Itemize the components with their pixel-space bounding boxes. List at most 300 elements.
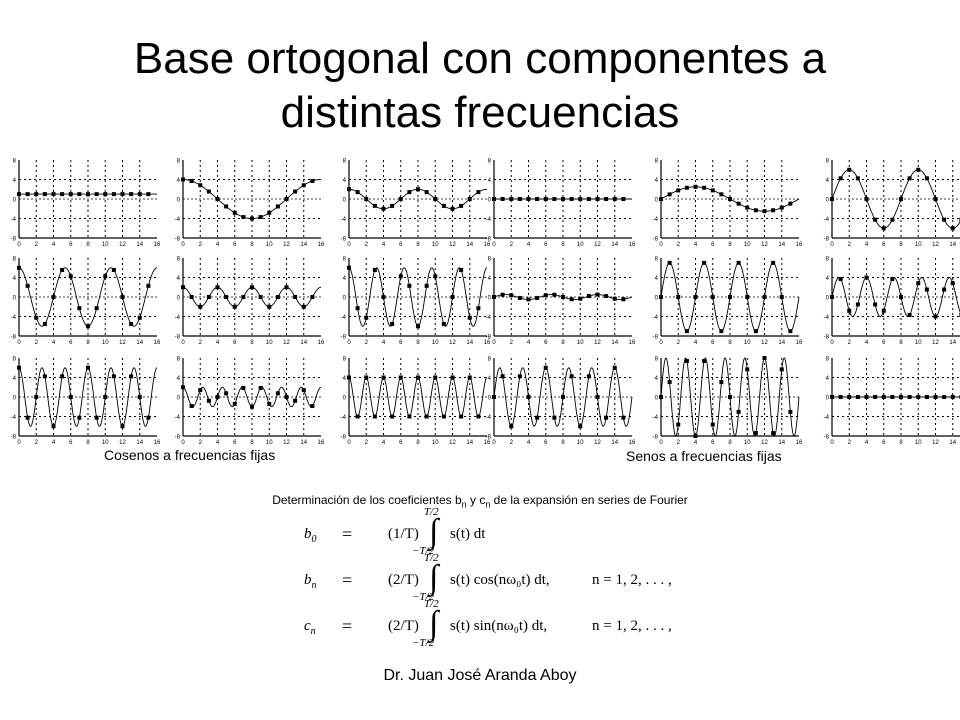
sample-point — [86, 366, 90, 370]
sample-point — [60, 192, 64, 196]
x-tick-label: 12 — [594, 340, 601, 346]
sample-point — [207, 399, 211, 403]
x-tick-label: 10 — [431, 340, 439, 346]
sample-point — [43, 192, 47, 196]
x-tick-label: 0 — [659, 440, 663, 446]
sin-plot — [653, 257, 803, 347]
sample-point — [146, 192, 150, 196]
sample-point — [754, 329, 758, 333]
fourier-formulas — [302, 508, 702, 650]
sample-point — [17, 192, 21, 196]
sample-point — [737, 410, 741, 414]
x-tick-label: 0 — [830, 242, 834, 248]
x-tick-label: 10 — [914, 242, 922, 248]
sample-point — [763, 295, 767, 299]
sample-point — [596, 197, 600, 201]
sample-point — [60, 268, 64, 272]
sample-point — [694, 185, 698, 189]
x-tick-label: 12 — [594, 440, 601, 446]
y-tick-label: -8 — [340, 334, 346, 341]
coef-sub-1: n — [461, 499, 467, 510]
sample-point — [216, 197, 220, 201]
sin-plot — [483, 256, 636, 347]
x-tick-label: 8 — [561, 340, 565, 346]
sample-point — [865, 197, 869, 201]
sample-point — [103, 274, 107, 278]
sample-point — [578, 297, 582, 301]
sample-point — [373, 415, 377, 419]
sample-point — [259, 386, 263, 390]
sample-point — [890, 395, 894, 399]
x-tick-label: 16 — [628, 440, 636, 446]
sample-point — [754, 431, 758, 435]
sample-point — [17, 366, 21, 370]
x-tick-label: 4 — [526, 440, 531, 446]
sample-point — [501, 197, 505, 201]
x-tick-label: 0 — [17, 440, 21, 446]
sample-point — [873, 218, 877, 222]
y-tick-label: -8 — [652, 434, 658, 441]
sample-point — [694, 295, 698, 299]
x-tick-label: 4 — [381, 340, 386, 346]
integral-lower-limit: −T/2 — [412, 637, 435, 649]
sample-point — [847, 309, 851, 313]
sample-point — [890, 277, 894, 281]
y-tick-label: 4 — [654, 376, 658, 382]
x-tick-label: 2 — [198, 440, 202, 446]
y-tick-label: -8 — [174, 434, 180, 441]
sample-point — [882, 226, 886, 230]
x-tick-label: 16 — [317, 440, 325, 446]
sample-point — [390, 415, 394, 419]
x-tick-label: 12 — [119, 340, 126, 346]
x-tick-label: 4 — [526, 340, 531, 346]
sample-point — [518, 296, 522, 300]
y-tick-label: -8 — [340, 434, 346, 441]
x-tick-label: 12 — [119, 440, 126, 446]
y-tick-label: 0 — [654, 197, 658, 204]
sample-point — [69, 395, 73, 399]
sample-point — [719, 192, 723, 196]
x-tick-label: 0 — [347, 340, 351, 346]
y-tick-label: -8 — [652, 236, 658, 243]
x-tick-label: 16 — [628, 340, 636, 346]
x-tick-label: 2 — [676, 340, 680, 346]
sample-point — [198, 305, 202, 309]
x-tick-label: 2 — [364, 440, 368, 446]
sample-point — [711, 188, 715, 192]
y-tick-label: 0 — [487, 395, 491, 402]
formula-prefactor: (2/T) — [388, 572, 419, 588]
x-tick-label: 14 — [949, 340, 957, 346]
x-tick-label: 0 — [830, 440, 834, 446]
sample-point — [129, 374, 133, 378]
x-tick-label: 8 — [86, 440, 90, 446]
sample-point — [942, 395, 946, 399]
cos-plot — [341, 357, 491, 447]
x-tick-label: 6 — [711, 440, 715, 446]
x-tick-label: 12 — [932, 340, 939, 346]
sample-point — [43, 374, 47, 378]
sample-point — [138, 192, 142, 196]
cos-plot — [175, 159, 325, 249]
sample-point — [146, 284, 150, 288]
integral-sign: ∫ — [429, 513, 439, 550]
sample-point — [535, 416, 539, 420]
integral-upper-limit: T/2 — [424, 598, 439, 610]
x-tick-label: 12 — [449, 340, 456, 346]
sample-point — [865, 276, 869, 280]
y-tick-label: 8 — [12, 256, 16, 263]
integral-lower-limit: −T/2 — [412, 591, 435, 603]
y-tick-label: -4 — [652, 217, 658, 223]
sample-point — [451, 376, 455, 380]
x-tick-label: 10 — [743, 440, 751, 446]
formula-range: n = 1, 2, . . . , — [592, 572, 672, 588]
sample-point — [259, 295, 263, 299]
y-tick-label: -8 — [823, 334, 829, 341]
sample-point — [310, 179, 314, 183]
x-tick-label: 4 — [51, 242, 56, 248]
sample-point — [310, 404, 314, 408]
sample-point — [356, 415, 360, 419]
sample-point — [373, 268, 377, 272]
y-tick-label: -4 — [174, 217, 180, 223]
x-tick-label: 16 — [153, 340, 161, 346]
sample-point — [604, 294, 608, 298]
y-tick-label: -8 — [340, 236, 346, 243]
y-tick-label: -8 — [485, 434, 491, 441]
sample-point — [509, 197, 513, 201]
y-tick-label: -8 — [10, 334, 16, 341]
x-tick-label: 12 — [594, 242, 601, 248]
sample-point — [676, 423, 680, 427]
y-tick-label: -4 — [340, 217, 346, 223]
y-tick-label: 8 — [342, 256, 346, 263]
sample-point — [146, 416, 150, 420]
sample-point — [34, 395, 38, 399]
y-tick-label: -4 — [485, 415, 491, 421]
sample-point — [763, 209, 767, 213]
x-tick-label: 2 — [34, 340, 38, 346]
x-tick-label: 14 — [778, 440, 786, 446]
sample-point — [788, 202, 792, 206]
sample-point — [181, 385, 185, 389]
sample-point — [711, 423, 715, 427]
x-tick-label: 14 — [466, 440, 474, 446]
sample-point — [527, 197, 531, 201]
y-tick-label: 0 — [342, 395, 346, 402]
sample-point — [399, 274, 403, 278]
sample-point — [382, 376, 386, 380]
formula-prefactor: (2/T) — [388, 618, 419, 634]
sample-point — [934, 197, 938, 201]
x-tick-label: 8 — [561, 242, 565, 248]
x-tick-label: 10 — [101, 340, 109, 346]
y-tick-label: 0 — [487, 197, 491, 204]
x-tick-label: 16 — [483, 440, 491, 446]
sample-point — [442, 322, 446, 326]
y-tick-label: -8 — [485, 334, 491, 341]
sample-point — [501, 374, 505, 378]
sample-point — [711, 295, 715, 299]
x-tick-label: 6 — [399, 340, 403, 346]
sample-point — [780, 295, 784, 299]
sample-point — [676, 295, 680, 299]
author-footer: Dr. Juan José Aranda Aboy — [383, 667, 577, 684]
y-tick-label: -4 — [174, 415, 180, 421]
y-tick-label: -8 — [174, 334, 180, 341]
sample-point — [451, 207, 455, 211]
formula-lhs-sub: n — [311, 580, 317, 591]
formula-cn — [302, 598, 702, 650]
sample-point — [224, 295, 228, 299]
sample-point — [233, 402, 237, 406]
y-tick-label: -4 — [10, 415, 16, 421]
x-tick-label: 12 — [932, 440, 939, 446]
sample-point — [382, 295, 386, 299]
x-tick-label: 8 — [250, 242, 254, 248]
sample-point — [856, 395, 860, 399]
x-tick-label: 14 — [611, 340, 619, 346]
sample-point — [267, 402, 271, 406]
y-tick-label: 0 — [825, 197, 829, 204]
x-tick-label: 2 — [676, 242, 680, 248]
x-tick-label: 12 — [119, 242, 126, 248]
x-tick-label: 10 — [914, 340, 922, 346]
sample-point — [942, 288, 946, 292]
sample-point — [250, 405, 254, 409]
sample-point — [788, 329, 792, 333]
sample-point — [754, 208, 758, 212]
x-tick-label: 14 — [778, 340, 786, 346]
sample-point — [468, 197, 472, 201]
integral-sign: ∫ — [429, 605, 439, 642]
y-tick-label: -8 — [823, 434, 829, 441]
x-tick-label: 6 — [711, 340, 715, 346]
formula-prefactor: (1/T) — [388, 526, 419, 542]
x-tick-label: 16 — [628, 242, 636, 248]
sample-point — [399, 376, 403, 380]
sample-point — [293, 295, 297, 299]
sample-point — [518, 197, 522, 201]
cos-plot — [175, 257, 325, 347]
x-tick-label: 8 — [728, 242, 732, 248]
x-tick-label: 16 — [153, 242, 161, 248]
sample-point — [561, 295, 565, 299]
x-tick-label: 4 — [864, 340, 869, 346]
x-tick-label: 4 — [215, 440, 220, 446]
x-tick-label: 0 — [492, 440, 496, 446]
x-tick-label: 8 — [416, 340, 420, 346]
formula-lhs: b — [304, 572, 312, 588]
x-tick-label: 2 — [509, 340, 513, 346]
sample-point — [390, 322, 394, 326]
sample-point — [527, 297, 531, 301]
cos-plot — [11, 159, 161, 249]
sample-point — [745, 295, 749, 299]
y-tick-label: 0 — [487, 295, 491, 302]
sample-point — [181, 285, 185, 289]
x-tick-label: 4 — [215, 340, 220, 346]
sample-point — [780, 206, 784, 210]
sample-point — [899, 395, 903, 399]
formula-equals: = — [342, 570, 353, 590]
x-tick-label: 4 — [526, 242, 531, 248]
x-tick-label: 12 — [449, 440, 456, 446]
x-tick-label: 12 — [761, 440, 768, 446]
sample-point — [86, 324, 90, 328]
sample-point — [26, 416, 30, 420]
sample-point — [942, 218, 946, 222]
sample-point — [587, 197, 591, 201]
y-tick-label: -8 — [823, 236, 829, 243]
sample-point — [476, 306, 480, 310]
y-tick-label: 8 — [487, 158, 491, 165]
sample-point — [865, 395, 869, 399]
integral-upper-limit: T/2 — [424, 552, 439, 564]
sample-point — [728, 295, 732, 299]
y-tick-label: -4 — [10, 315, 16, 321]
sample-point — [26, 192, 30, 196]
sample-point — [198, 183, 202, 187]
x-tick-label: 10 — [576, 440, 584, 446]
x-tick-label: 16 — [317, 340, 325, 346]
x-tick-label: 4 — [215, 242, 220, 248]
sample-point — [847, 168, 851, 172]
sample-point — [604, 197, 608, 201]
x-tick-label: 12 — [283, 340, 290, 346]
sample-point — [129, 322, 133, 326]
y-tick-label: 8 — [825, 356, 829, 363]
y-tick-label: 0 — [342, 197, 346, 204]
y-tick-label: 8 — [12, 356, 16, 363]
sample-point — [69, 274, 73, 278]
sample-point — [347, 266, 351, 270]
sample-point — [112, 374, 116, 378]
sample-point — [659, 395, 663, 399]
coef-text-part3: de la expansión en series de Fourier — [490, 493, 688, 507]
sample-point — [364, 197, 368, 201]
sample-point — [899, 197, 903, 201]
x-tick-label: 10 — [265, 440, 273, 446]
x-tick-label: 8 — [416, 242, 420, 248]
y-tick-label: 8 — [487, 256, 491, 263]
sample-point — [198, 388, 202, 392]
y-tick-label: 8 — [176, 256, 180, 263]
sample-point — [492, 197, 496, 201]
sample-point — [138, 316, 142, 320]
sample-point — [613, 297, 617, 301]
x-tick-label: 10 — [431, 440, 439, 446]
sample-point — [190, 404, 194, 408]
sample-point — [492, 395, 496, 399]
sample-point — [951, 395, 955, 399]
y-tick-label: 8 — [654, 356, 658, 363]
sin-plot — [824, 357, 960, 447]
y-tick-label: -4 — [340, 415, 346, 421]
sample-point — [552, 293, 556, 297]
sample-point — [129, 192, 133, 196]
sample-point — [509, 424, 513, 428]
y-tick-label: 0 — [176, 295, 180, 302]
cos-plot — [341, 257, 491, 347]
sample-point — [259, 215, 263, 219]
x-tick-label: 14 — [466, 340, 474, 346]
y-tick-label: 4 — [12, 276, 16, 282]
x-tick-label: 10 — [743, 340, 751, 346]
y-tick-label: 4 — [176, 178, 180, 184]
y-tick-label: 0 — [825, 295, 829, 302]
sample-point — [916, 395, 920, 399]
sample-point — [224, 391, 228, 395]
sample-point — [685, 186, 689, 190]
sine-caption: Senos a frecuencias fijas — [626, 448, 782, 464]
x-tick-label: 4 — [381, 242, 386, 248]
x-tick-label: 2 — [847, 340, 851, 346]
x-tick-label: 4 — [693, 440, 698, 446]
sample-point — [570, 297, 574, 301]
sample-point — [890, 218, 894, 222]
x-tick-label: 2 — [509, 242, 513, 248]
sample-point — [882, 395, 886, 399]
integral-upper-limit: T/2 — [424, 506, 439, 518]
sample-point — [302, 305, 306, 309]
y-tick-label: 8 — [342, 158, 346, 165]
formula-integrand: s(t) cos(nω₀t) dt, — [450, 572, 550, 588]
formula-integrand: s(t) dt — [450, 526, 486, 542]
sample-point — [103, 192, 107, 196]
sample-point — [830, 295, 834, 299]
x-tick-label: 6 — [711, 242, 715, 248]
formula-lhs: c — [304, 618, 311, 634]
sample-point — [925, 176, 929, 180]
x-tick-label: 6 — [882, 242, 886, 248]
cos-plot — [11, 257, 161, 347]
sample-point — [745, 206, 749, 210]
x-tick-label: 4 — [864, 242, 869, 248]
y-tick-label: 4 — [487, 178, 491, 184]
sample-point — [527, 395, 531, 399]
y-tick-label: 4 — [825, 178, 829, 184]
sample-point — [416, 376, 420, 380]
sample-point — [60, 374, 64, 378]
sample-point — [302, 183, 306, 187]
y-tick-label: 4 — [825, 376, 829, 382]
x-tick-label: 12 — [761, 340, 768, 346]
formula-lhs-sub: 0 — [311, 534, 317, 545]
x-tick-label: 10 — [265, 242, 273, 248]
sample-point — [241, 215, 245, 219]
sample-point — [250, 217, 254, 221]
sample-point — [416, 187, 420, 191]
sample-point — [621, 416, 625, 420]
sin-plot — [483, 158, 636, 249]
sample-point — [873, 302, 877, 306]
y-tick-label: 0 — [176, 395, 180, 402]
y-tick-label: 4 — [176, 276, 180, 282]
x-tick-label: 2 — [364, 242, 368, 248]
sample-point — [95, 306, 99, 310]
sample-point — [356, 306, 360, 310]
sample-point — [86, 192, 90, 196]
x-tick-label: 0 — [830, 340, 834, 346]
x-tick-label: 16 — [483, 340, 491, 346]
y-tick-label: 8 — [825, 158, 829, 165]
sample-point — [216, 395, 220, 399]
sample-point — [925, 395, 929, 399]
sample-point — [916, 281, 920, 285]
